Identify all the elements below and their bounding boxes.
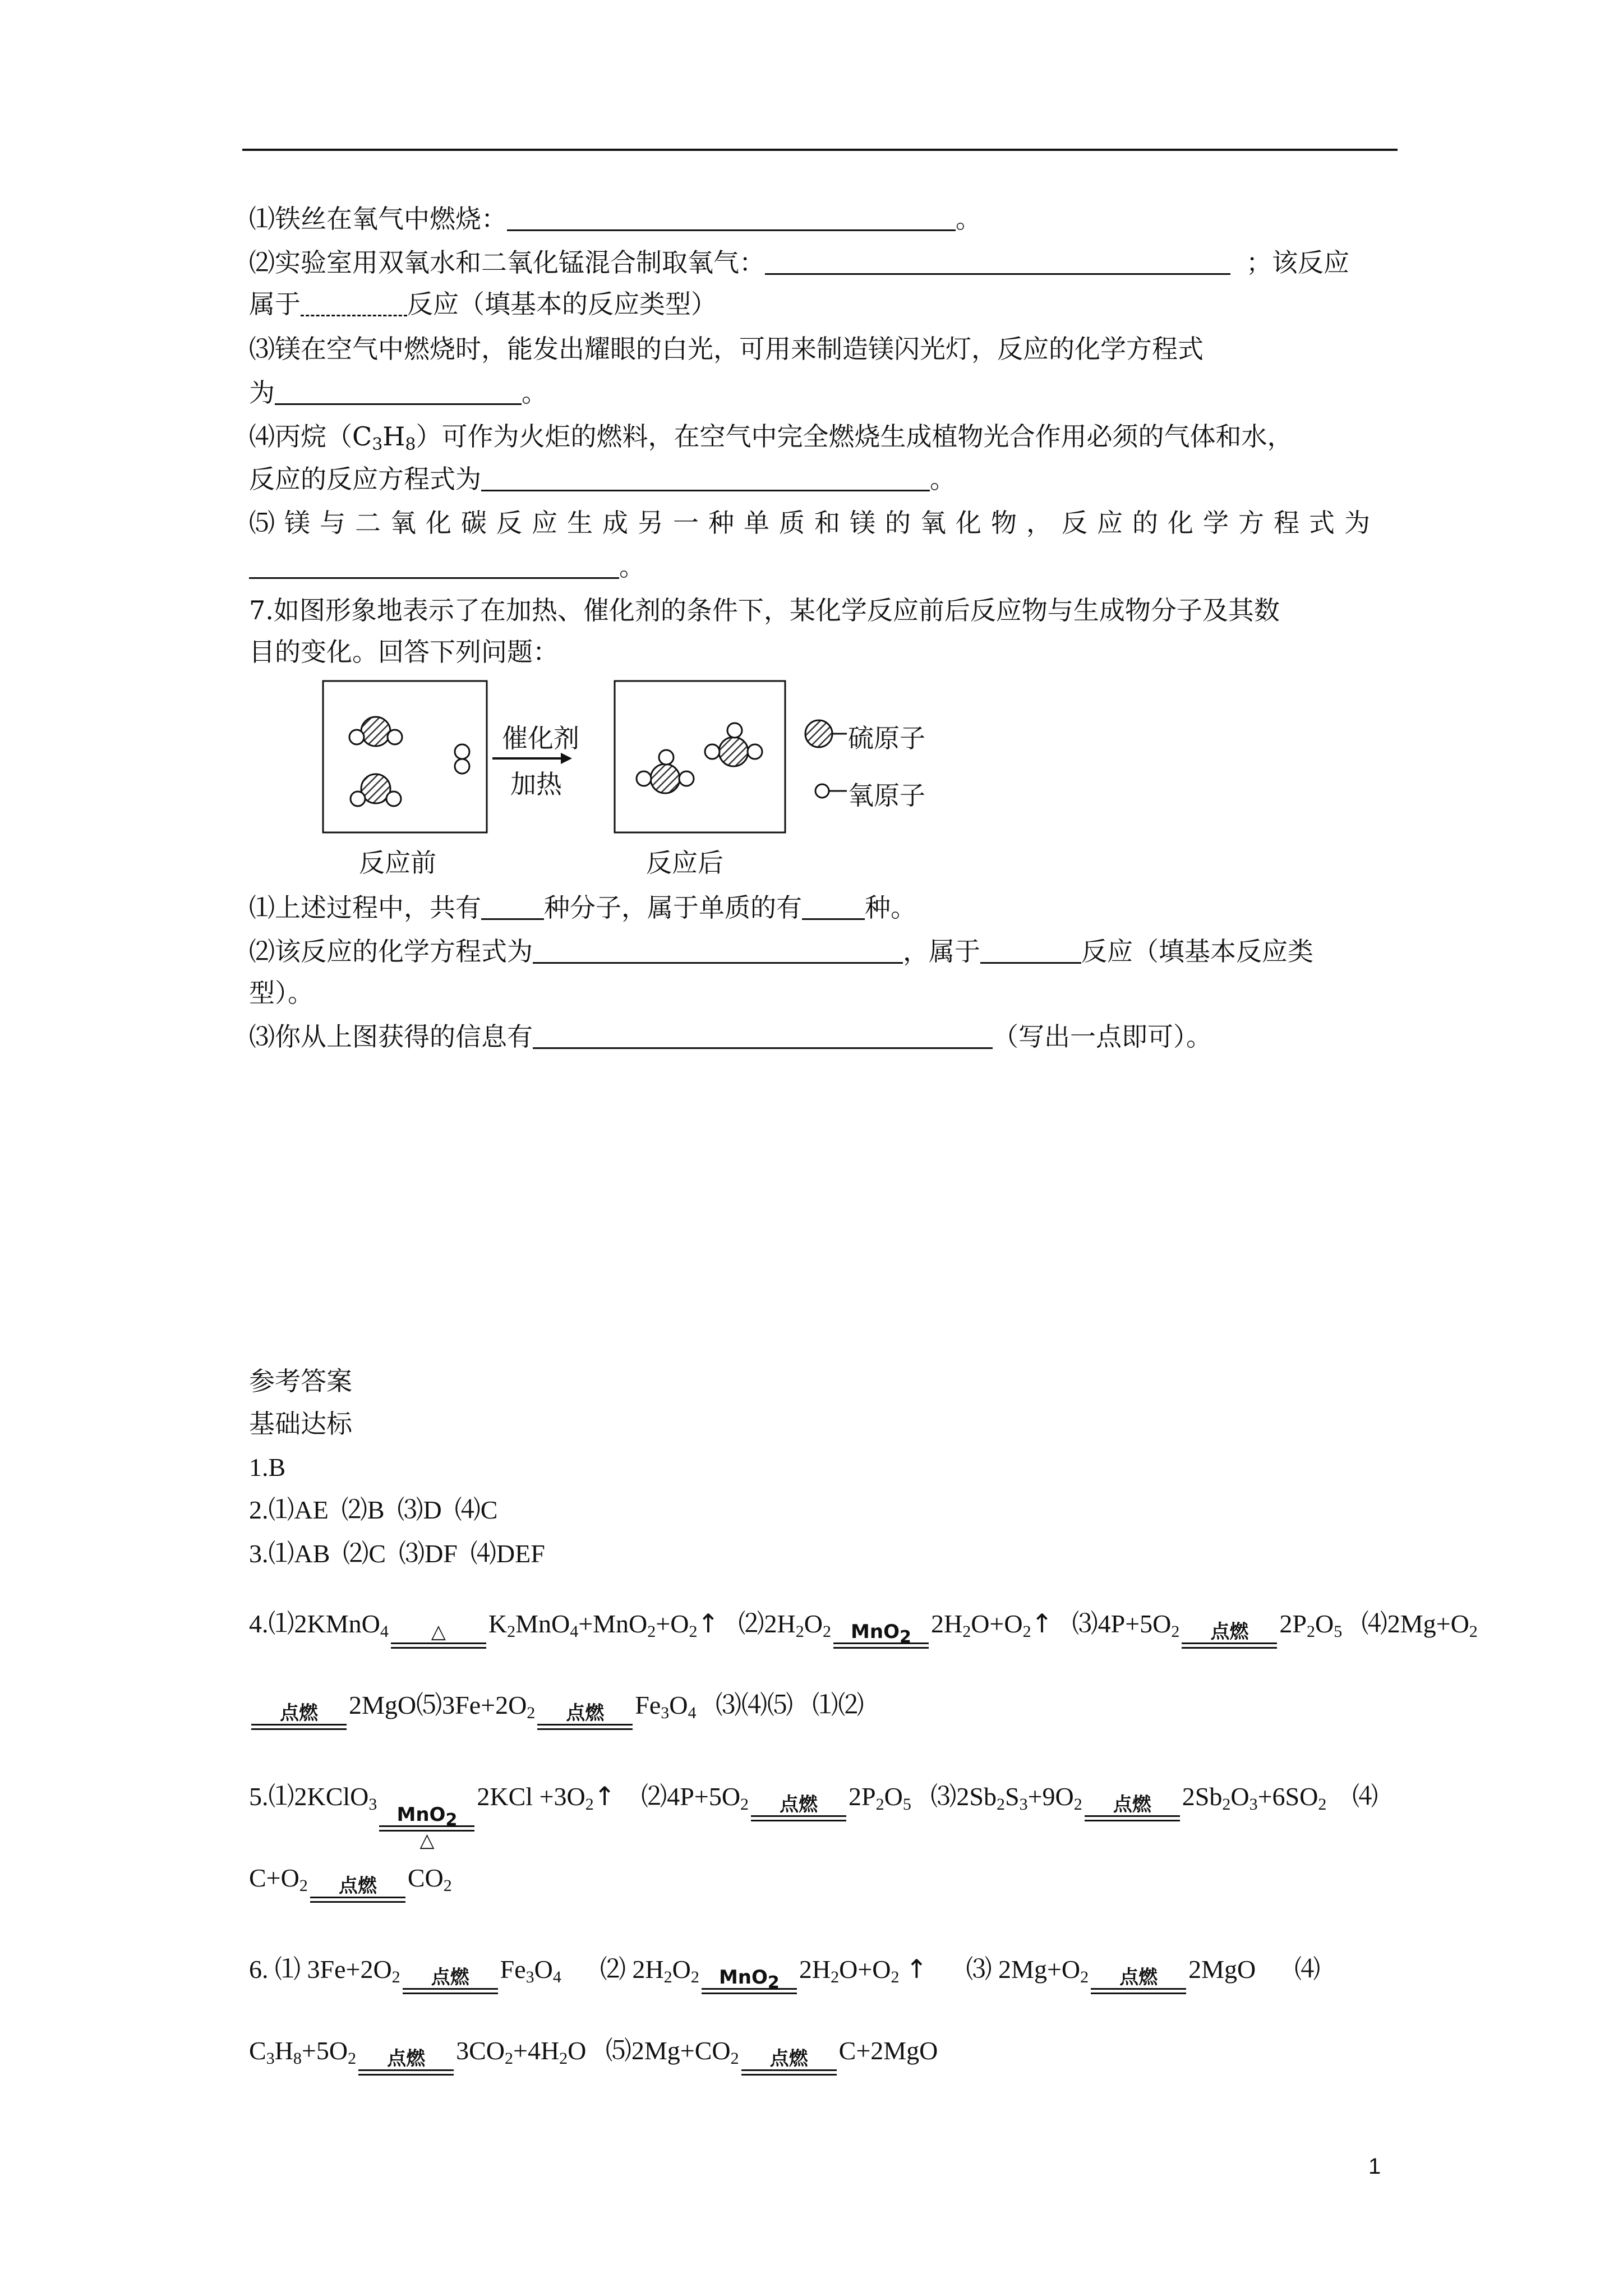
ignite-condition: 点燃	[358, 2048, 454, 2076]
q7-intro: 7.如图形象地表示了在加热、催化剂的条件下，某化学反应前后反应物与生成物分子及其数	[249, 595, 1280, 625]
ignite-condition: 点燃	[251, 1703, 347, 1730]
q6-part2-type: 属于 反应（填基本的反应类型）	[249, 289, 717, 319]
q6-part5-equation: 。	[249, 550, 645, 583]
q7-part3: ⑶你从上图获得的信息有 （写出一点即可）。	[249, 1022, 1212, 1052]
answer-4-line1: 4.⑴2KMnO$_4$ △ $K_2MnO_4+MnO_2+O_2↑$ $⑵2H_2O_2$ MnO$_2$ $2H_2O+O_2↑$ $⑶4P+5O_2$ 点燃 $2P_2O_5$ $⑷2Mg+O_2$	[249, 1607, 1478, 1649]
q6-part5: ⑸镁与二氧化碳反应生成另一种单质和镁的氧化物，反应的化学方程式为	[249, 508, 1380, 538]
mno2-condition: MnO$_2$	[702, 1967, 797, 1994]
page-number: 1	[1368, 2154, 1381, 2179]
q6-part1: ⑴铁丝在氧气中燃烧： 。	[249, 204, 981, 234]
answer-blank[interactable]	[765, 249, 1230, 275]
answer-3: 3.⑴AB ⑵C ⑶DF ⑷DEF	[249, 1539, 545, 1568]
answer-1: 1.B	[249, 1453, 286, 1481]
before-label: 反应前	[359, 848, 436, 878]
q6-part4-equation: 反应的反应方程式为 。	[249, 464, 956, 494]
q7-part1: ⑴上述过程中，共有 种分子，属于单质的有 种。	[249, 892, 916, 923]
ignite-condition: 点燃	[751, 1794, 846, 1821]
ignite-condition: 点燃	[537, 1703, 633, 1730]
catalyst-label: 催化剂	[502, 723, 579, 753]
answer-blank[interactable]	[533, 1023, 993, 1049]
answer-6-line2: $C_3H_8+5O_2$ 点燃 $3CO_2+4H_2O$ $⑸2Mg+CO_2$ 点燃 C+2MgO	[249, 2034, 938, 2076]
legend-sulfur	[805, 720, 847, 747]
q6-part3-equation: 为 。	[249, 378, 547, 408]
answers-section: 基础达标	[249, 1409, 352, 1439]
heat-label: 加热	[510, 769, 562, 799]
heat-condition: △	[391, 1621, 486, 1649]
so2-molecule	[351, 774, 401, 806]
so3-molecule	[705, 723, 762, 766]
mno2-heat-condition: MnO$_2$ △	[379, 1804, 474, 1851]
answer-blank[interactable]	[507, 205, 956, 231]
mno2-condition: MnO$_2$	[833, 1621, 929, 1649]
answer-blank[interactable]	[802, 894, 865, 920]
ignite-condition: 点燃	[741, 2048, 837, 2076]
q6-part3: ⑶镁在空气中燃烧时，能发出耀眼的白光，可用来制造镁闪光灯，反应的化学方程式	[249, 334, 1204, 364]
ignite-condition: 点燃	[1182, 1621, 1277, 1649]
ignite-condition: 点燃	[1085, 1794, 1180, 1821]
answer-blank[interactable]	[481, 894, 544, 920]
q7-part2: ⑵该反应的化学方程式为 ，属于 反应（填基本反应类	[249, 936, 1313, 967]
reaction-diagram	[314, 679, 1021, 892]
ignite-condition: 点燃	[310, 1875, 405, 1903]
answer-blank[interactable]	[533, 937, 903, 964]
answers-title: 参考答案	[249, 1366, 352, 1396]
answer-blank[interactable]	[249, 553, 619, 579]
answer-blank[interactable]	[481, 465, 930, 491]
q7-part2-cont: 型）。	[249, 978, 313, 1008]
legend-oxygen	[815, 784, 847, 798]
q6-part2: ⑵实验室用双氧水和二氧化锰混合制取氧气： ；该反应	[249, 247, 1349, 278]
q7-intro-cont: 目的变化。回答下列问题：	[249, 637, 559, 667]
ignite-condition: 点燃	[1091, 1967, 1186, 1994]
answer-6-line1: 6. ⑴ $3Fe+2O_2$ 点燃 $Fe_3O_4$ ⑵ $2H_2O_2$ MnO$_2$ $2H_2O+O_2$ ↑ ⑶ $2Mg+O_2$ 点燃 2MgO ⑷	[249, 1952, 1320, 1994]
legend-oxygen-label: 氧原子	[848, 780, 925, 811]
answer-4-line2: 点燃 $2MgO⑸3Fe+2O_2$ 点燃 $Fe_3O_4$ ⑶⑷⑸ ⑴⑵	[249, 1688, 864, 1730]
o2-molecule	[455, 744, 469, 774]
answer-blank[interactable]	[275, 379, 522, 405]
so3-molecule	[637, 750, 694, 793]
answer-blank[interactable]	[980, 937, 1081, 964]
answer-5-line2: $C+O_2$ 点燃 $CO_2$	[249, 1861, 452, 1903]
answer-2: 2.⑴AE ⑵B ⑶D ⑷C	[249, 1496, 498, 1524]
q6-part4: ⑷丙烷$(C_3H_8)$可作为火炬的燃料，在空气中完全燃烧生成植物光合作用必须的气体和水，	[249, 421, 1293, 454]
so2-molecule	[349, 717, 402, 746]
legend-sulfur-label: 硫原子	[848, 723, 925, 753]
after-label: 反应后	[646, 848, 723, 878]
answer-blank[interactable]	[301, 290, 407, 316]
header-rule	[242, 149, 1398, 151]
answer-5-line1: 5.⑴2KClO$_3$ MnO$_2$ △ $2KCl +3O_2↑$ $⑵4P+5O_2$ 点燃 $2P_2O_5$ $⑶2Sb_2S_3+9O_2$ 点燃 $2Sb_2O_3+6SO_2$ ⑷	[249, 1781, 1378, 1851]
ignite-condition: 点燃	[403, 1967, 498, 1994]
